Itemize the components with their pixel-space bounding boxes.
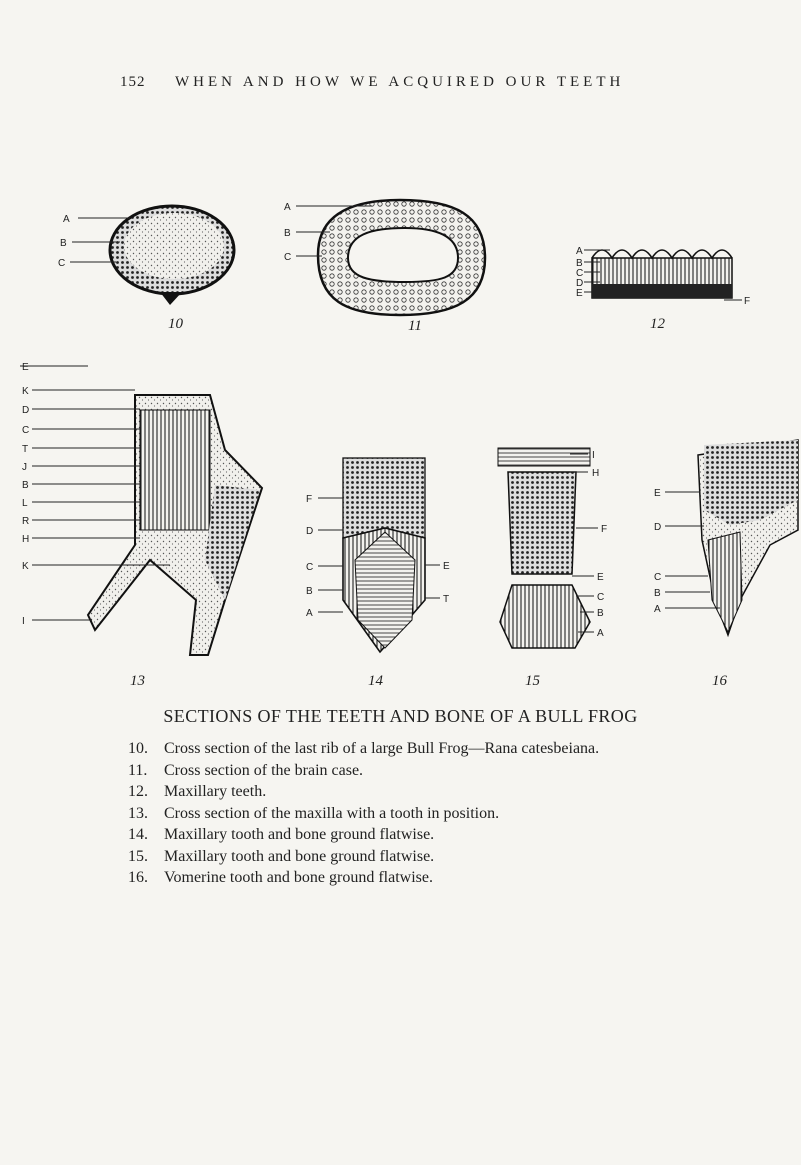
fig13-label-r: R: [22, 516, 30, 527]
fig16-label-a: A: [654, 604, 661, 615]
fig12-label-f: F: [744, 296, 751, 307]
fig13-label-e: E: [22, 362, 29, 373]
fig14-label-b: B: [306, 586, 313, 597]
fig13-label-d: D: [22, 405, 30, 416]
fig13-label-k: K: [22, 386, 29, 397]
fig12-label-c: C: [576, 268, 584, 279]
fig11-number: 11: [408, 318, 422, 334]
fig13-label-k2: K: [22, 561, 29, 572]
figure-12: [576, 246, 750, 332]
figure-14: [306, 458, 450, 689]
fig13-label-h: H: [22, 534, 30, 545]
legend-item: 15. Maxillary tooth and bone ground flatwise.: [128, 847, 435, 865]
fig14-label-t: T: [443, 594, 450, 605]
figure-16: [654, 440, 798, 689]
fig13-label-b: B: [22, 480, 29, 491]
fig13-label-c: C: [22, 425, 30, 436]
fig16-number: 16: [712, 673, 727, 689]
fig15-label-i: I: [592, 450, 595, 461]
legend-item: 14. Maxillary tooth and bone ground flatwise.: [128, 826, 435, 843]
fig16-label-b: B: [654, 588, 661, 599]
fig10-label-b: B: [60, 238, 67, 249]
fig13-label-t: T: [22, 444, 29, 455]
fig15-number: 15: [525, 673, 540, 689]
figure-15: [498, 448, 607, 689]
plate-caption: SECTIONS OF THE TEETH AND BONE OF A BULL FROG: [163, 706, 638, 726]
legend-item: 13. Cross section of the maxilla with a tooth in position.: [128, 804, 500, 822]
figure-10: [58, 206, 234, 332]
fig14-label-c: C: [306, 562, 314, 573]
fig14-label-e: E: [443, 561, 450, 572]
fig12-number: 12: [650, 316, 665, 332]
page-number: 152: [120, 74, 146, 90]
fig12-label-a: A: [576, 246, 583, 257]
fig15-label-f: F: [601, 524, 608, 535]
fig14-label-f: F: [306, 494, 313, 505]
fig14-label-d: D: [306, 526, 314, 537]
fig11-label-a: A: [284, 202, 291, 213]
legend-item: 11. Cross section of the brain case.: [128, 761, 364, 779]
fig13-label-i: I: [22, 616, 25, 627]
figure-11: [284, 200, 485, 334]
figure-13: [20, 362, 262, 689]
figure-legend: [128, 740, 599, 891]
fig15-label-b: B: [597, 608, 604, 619]
fig11-label-c: C: [284, 252, 292, 263]
fig15-label-c: C: [597, 592, 605, 603]
fig10-label-a: A: [63, 214, 70, 225]
fig15-label-h: H: [592, 468, 600, 479]
running-title: WHEN AND HOW WE ACQUIRED OUR TEETH: [175, 74, 625, 90]
fig13-label-j: J: [22, 462, 27, 473]
fig15-label-e: E: [597, 572, 604, 583]
fig14-label-a: A: [306, 608, 313, 619]
fig14-number: 14: [368, 673, 383, 689]
legend-item: 16. Vomerine tooth and bone ground flatwise.: [128, 869, 433, 886]
fig12-label-b: B: [576, 258, 583, 269]
fig15-label-a: A: [597, 628, 604, 639]
fig11-label-b: B: [284, 228, 291, 239]
fig10-label-c: C: [58, 258, 66, 269]
fig12-label-e: E: [576, 288, 583, 299]
legend-item: 10. Cross section of the last rib of a large Bull Frog—Rana catesbeiana.: [128, 740, 600, 757]
fig12-label-d: D: [576, 278, 584, 289]
fig16-label-e: E: [654, 488, 661, 499]
legend-item: 12. Maxillary teeth.: [128, 783, 267, 800]
fig13-label-l: L: [22, 498, 28, 509]
fig10-number: 10: [168, 316, 183, 332]
fig16-label-d: D: [654, 522, 662, 533]
fig13-number: 13: [130, 673, 145, 689]
fig16-label-c: C: [654, 572, 662, 583]
